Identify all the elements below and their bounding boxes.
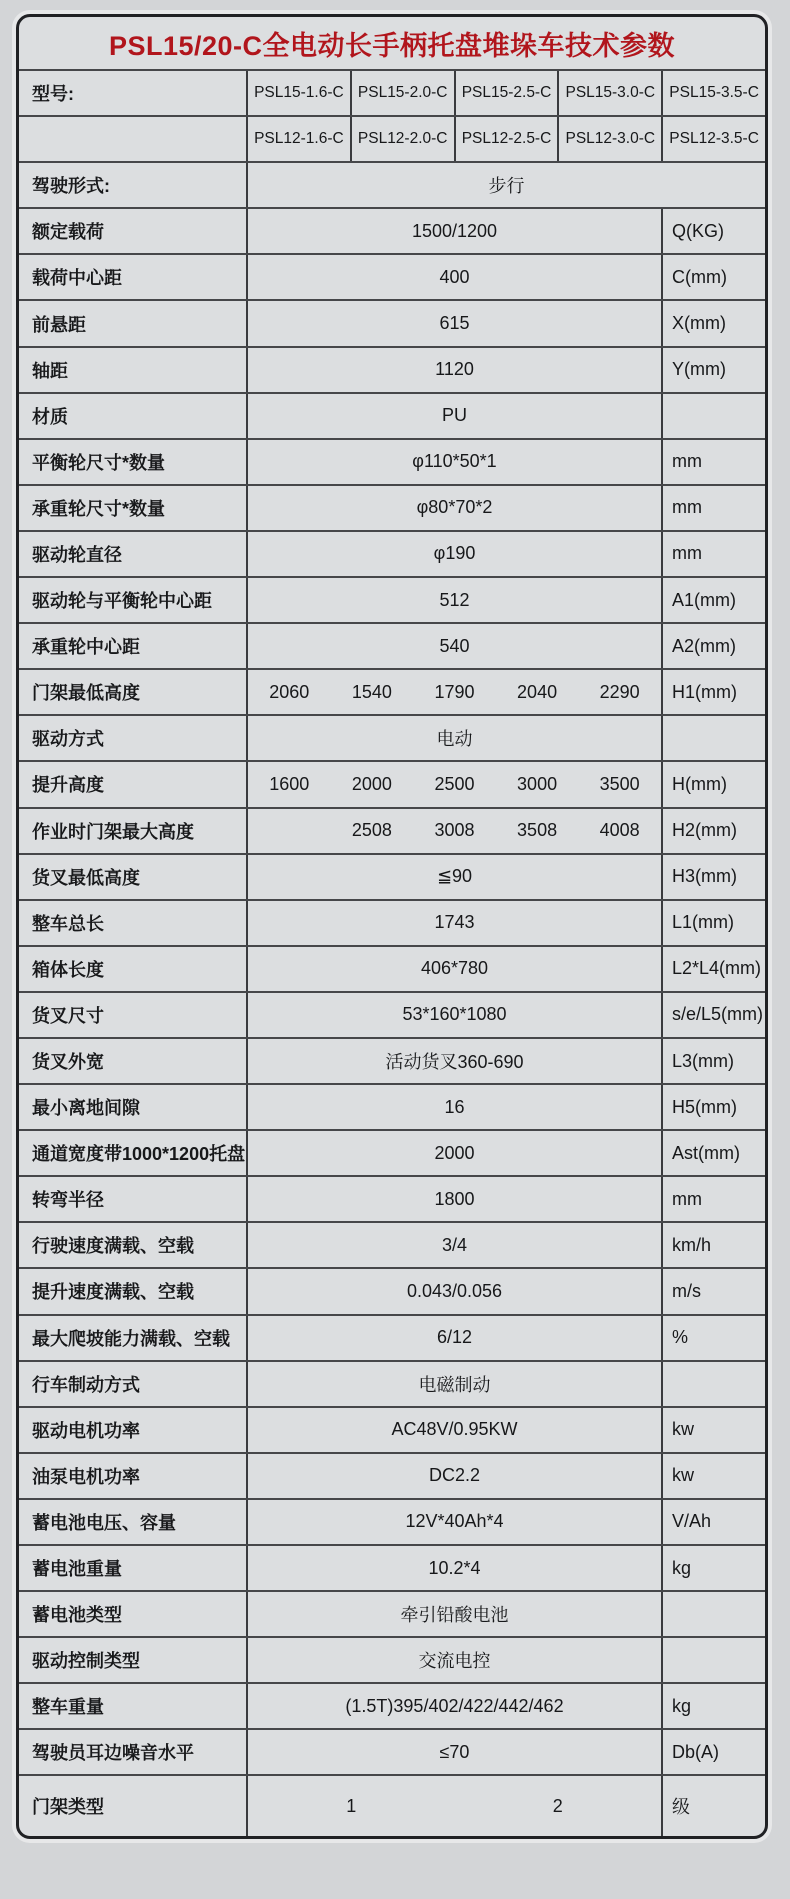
row-unit [661, 1592, 765, 1636]
row-label: 驱动电机功率 [19, 1408, 248, 1452]
row-value-area [248, 578, 661, 622]
table-row [19, 760, 765, 806]
row-label: 驾驶员耳边噪音水平 [19, 1730, 248, 1774]
row-unit: m/s [661, 1269, 765, 1313]
row-label: 行车制动方式 [19, 1362, 248, 1406]
row-value: 牵引铅酸电池 [400, 1605, 509, 1626]
row-unit: H5(mm) [661, 1085, 765, 1129]
row-unit [661, 394, 765, 438]
row-label: 最大爬坡能力满载、空载 [19, 1316, 248, 1360]
row-value-area [248, 348, 661, 392]
row-sub-value: 1790 [434, 681, 475, 702]
row-values [248, 762, 661, 806]
row-value-area [248, 255, 661, 299]
row-label: 承重轮中心距 [19, 624, 248, 668]
row-value-area [248, 1730, 661, 1774]
row-unit: kg [661, 1546, 765, 1590]
row-label: 前悬距 [19, 301, 248, 345]
row-label: 整车重量 [19, 1684, 248, 1728]
row-value: 615 [439, 313, 470, 334]
row-values [248, 1776, 661, 1836]
row-value: 电磁制动 [418, 1374, 491, 1395]
model-cell: PSL12-2.0-C [350, 117, 454, 161]
row-label: 作业时门架最大高度 [19, 809, 248, 853]
table-row [19, 1360, 765, 1406]
row-sub-value: 3508 [517, 820, 558, 841]
row-unit: V/Ah [661, 1500, 765, 1544]
table-row [19, 115, 765, 161]
table-row [19, 530, 765, 576]
row-unit: C(mm) [661, 255, 765, 299]
row-value-area [248, 1269, 661, 1313]
row-value-area [248, 993, 661, 1037]
row-label: 最小离地间隙 [19, 1085, 248, 1129]
row-label: 门架最低高度 [19, 670, 248, 714]
table-row [19, 1037, 765, 1083]
row-value-area [248, 624, 661, 668]
row-unit: s/e/L5(mm) [661, 993, 765, 1037]
table-row [19, 1175, 765, 1221]
row-label: 箱体长度 [19, 947, 248, 991]
row-sub-value: 4008 [599, 820, 640, 841]
row-unit: L3(mm) [661, 1039, 765, 1083]
row-value-area [248, 1546, 661, 1590]
row-unit: H3(mm) [661, 855, 765, 899]
row-unit: H2(mm) [661, 809, 765, 853]
row-value-area [248, 1684, 661, 1728]
row-value: 540 [439, 635, 470, 656]
row-value: 512 [439, 589, 470, 610]
row-label: 门架类型 [19, 1776, 248, 1836]
row-value: PU [441, 405, 467, 426]
row-value-area [248, 1223, 661, 1267]
row-value-area [248, 394, 661, 438]
row-label: 轴距 [19, 348, 248, 392]
row-label: 整车总长 [19, 901, 248, 945]
row-value: 步行 [488, 176, 525, 197]
row-value: 0.043/0.056 [406, 1280, 503, 1301]
row-value-area [248, 1592, 661, 1636]
row-unit: mm [661, 486, 765, 530]
row-unit [661, 1362, 765, 1406]
row-unit: mm [661, 440, 765, 484]
row-unit: kg [661, 1684, 765, 1728]
row-value: ≤70 [439, 1741, 470, 1762]
row-value: 2000 [434, 1142, 475, 1163]
row-label: 蓄电池类型 [19, 1592, 248, 1636]
row-label: 驱动控制类型 [19, 1638, 248, 1682]
row-value: φ190 [433, 543, 476, 564]
row-value-area [248, 1316, 661, 1360]
table-row [19, 807, 765, 853]
row-value: 电动 [436, 729, 473, 750]
row-unit: kw [661, 1454, 765, 1498]
row-value-area [248, 532, 661, 576]
row-label: 驱动轮与平衡轮中心距 [19, 578, 248, 622]
row-value-area [248, 1454, 661, 1498]
row-value-area [248, 440, 661, 484]
row-unit: 级 [661, 1776, 765, 1836]
row-label [19, 117, 248, 161]
row-label: 货叉外宽 [19, 1039, 248, 1083]
row-unit: Ast(mm) [661, 1131, 765, 1175]
row-value: 6/12 [436, 1327, 473, 1348]
row-label: 承重轮尺寸*数量 [19, 486, 248, 530]
row-label: 平衡轮尺寸*数量 [19, 440, 248, 484]
model-cells [248, 117, 765, 161]
row-value: 3/4 [441, 1234, 468, 1255]
row-unit: km/h [661, 1223, 765, 1267]
row-value-area [248, 901, 661, 945]
row-value: 1800 [434, 1188, 475, 1209]
row-value-area [248, 1039, 661, 1083]
row-value: (1.5T)395/402/422/442/462 [345, 1695, 564, 1716]
row-label: 载荷中心距 [19, 255, 248, 299]
row-value: 406*780 [420, 958, 489, 979]
row-unit: mm [661, 532, 765, 576]
table-row [19, 1267, 765, 1313]
row-sub-value: 3008 [434, 820, 475, 841]
row-label: 转弯半径 [19, 1177, 248, 1221]
table-row [19, 714, 765, 760]
table-row [19, 438, 765, 484]
row-value: ≦90 [436, 866, 473, 887]
row-sub-value: 1 [346, 1795, 357, 1816]
row-unit: Db(A) [661, 1730, 765, 1774]
row-sub-value: 2040 [517, 681, 558, 702]
row-value-area [248, 301, 661, 345]
row-label: 驾驶形式: [19, 163, 248, 207]
row-label: 蓄电池重量 [19, 1546, 248, 1590]
model-cell: PSL15-3.0-C [557, 71, 661, 115]
table-row [19, 991, 765, 1037]
row-value: 400 [439, 266, 470, 287]
row-sub-value: 1600 [269, 773, 310, 794]
row-value: 交流电控 [418, 1651, 491, 1672]
table-row [19, 853, 765, 899]
row-value-area [248, 1500, 661, 1544]
row-value-area [248, 209, 661, 253]
table-row [19, 945, 765, 991]
row-value: 活动货叉360-690 [385, 1052, 524, 1073]
row-unit: L1(mm) [661, 901, 765, 945]
row-unit: mm [661, 1177, 765, 1221]
row-label: 行驶速度满载、空载 [19, 1223, 248, 1267]
row-sub-value: 3000 [517, 773, 558, 794]
row-value: DC2.2 [428, 1465, 481, 1486]
row-unit: kw [661, 1408, 765, 1452]
row-value: 16 [444, 1096, 465, 1117]
row-unit: L2*L4(mm) [661, 947, 765, 991]
row-label: 通道宽度带1000*1200托盘 [19, 1131, 248, 1175]
table-row [19, 1498, 765, 1544]
table-row [19, 1083, 765, 1129]
row-unit [661, 716, 765, 760]
row-unit: A2(mm) [661, 624, 765, 668]
row-value-area [248, 855, 661, 899]
table-row [19, 1406, 765, 1452]
row-value-area [248, 1177, 661, 1221]
row-sub-value: 2508 [351, 820, 392, 841]
row-label: 蓄电池电压、容量 [19, 1500, 248, 1544]
row-label: 货叉尺寸 [19, 993, 248, 1037]
model-cell: PSL12-3.0-C [557, 117, 661, 161]
row-value: 1500/1200 [411, 220, 498, 241]
table-row [19, 299, 765, 345]
row-label: 额定载荷 [19, 209, 248, 253]
row-value-area [248, 1638, 661, 1682]
table-row [19, 346, 765, 392]
row-sub-value [248, 809, 331, 853]
table-row [19, 1314, 765, 1360]
row-sub-value: 2060 [269, 681, 310, 702]
table-title: PSL15/20-C全电动长手柄托盘堆垛车技术参数 [108, 30, 676, 61]
spec-table-rows [19, 69, 765, 1836]
model-cell: PSL15-3.5-C [661, 71, 765, 115]
model-cells [248, 71, 765, 115]
table-row [19, 622, 765, 668]
model-cell: PSL15-1.6-C [254, 84, 344, 102]
row-label: 油泵电机功率 [19, 1454, 248, 1498]
table-row [19, 1221, 765, 1267]
row-value-area [248, 1131, 661, 1175]
row-value: 1120 [435, 359, 474, 380]
table-row [19, 1774, 765, 1836]
row-value-area [248, 1408, 661, 1452]
row-value: 10.2*4 [428, 1557, 481, 1578]
table-row [19, 484, 765, 530]
model-cell: PSL12-3.5-C [661, 117, 765, 161]
row-sub-value: 3500 [599, 773, 640, 794]
row-sub-value: 2 [552, 1795, 563, 1816]
row-value: AC48V/0.95KW [391, 1419, 518, 1440]
row-sub-value: 2500 [434, 773, 475, 794]
table-row [19, 207, 765, 253]
table-row [19, 253, 765, 299]
row-unit: A1(mm) [661, 578, 765, 622]
model-cell: PSL15-2.0-C [350, 71, 454, 115]
table-row [19, 576, 765, 622]
table-row [19, 668, 765, 714]
row-sub-value: 1540 [351, 681, 392, 702]
table-row [19, 1452, 765, 1498]
spec-table [16, 14, 768, 1839]
table-row [19, 1129, 765, 1175]
row-value: φ80*70*2 [416, 497, 493, 518]
row-values [248, 809, 661, 853]
row-label: 材质 [19, 394, 248, 438]
model-cell: PSL12-1.6-C [254, 130, 344, 148]
row-value: φ110*50*1 [412, 451, 497, 472]
row-value-area [248, 716, 661, 760]
table-row [19, 161, 765, 207]
row-values [248, 670, 661, 714]
row-sub-value: 2290 [599, 681, 640, 702]
row-sub-value: 2000 [351, 773, 392, 794]
row-value-area [248, 1085, 661, 1129]
model-cell: PSL15-2.5-C [454, 71, 558, 115]
table-row [19, 392, 765, 438]
row-unit: Q(KG) [661, 209, 765, 253]
row-label: 驱动轮直径 [19, 532, 248, 576]
model-cell: PSL12-2.5-C [454, 117, 558, 161]
row-label: 提升速度满载、空载 [19, 1269, 248, 1313]
row-label: 驱动方式 [19, 716, 248, 760]
row-value: 1743 [434, 912, 475, 933]
table-row [19, 1590, 765, 1636]
row-label: 提升高度 [19, 762, 248, 806]
row-value-area [248, 1362, 661, 1406]
table-row [19, 69, 765, 115]
row-unit: H1(mm) [661, 670, 765, 714]
row-value-area [248, 486, 661, 530]
table-row [19, 1682, 765, 1728]
row-unit: % [661, 1316, 765, 1360]
row-label: 型号: [19, 71, 248, 115]
row-unit: X(mm) [661, 301, 765, 345]
row-unit: H(mm) [661, 762, 765, 806]
table-row [19, 899, 765, 945]
row-value: 53*160*1080 [402, 1004, 507, 1025]
table-row [19, 1728, 765, 1774]
row-value-area [248, 947, 661, 991]
row-value: 12V*40Ah*4 [405, 1511, 504, 1532]
row-unit [661, 1638, 765, 1682]
row-label: 货叉最低高度 [19, 855, 248, 899]
table-row [19, 1636, 765, 1682]
row-unit: Y(mm) [661, 348, 765, 392]
table-row [19, 1544, 765, 1590]
